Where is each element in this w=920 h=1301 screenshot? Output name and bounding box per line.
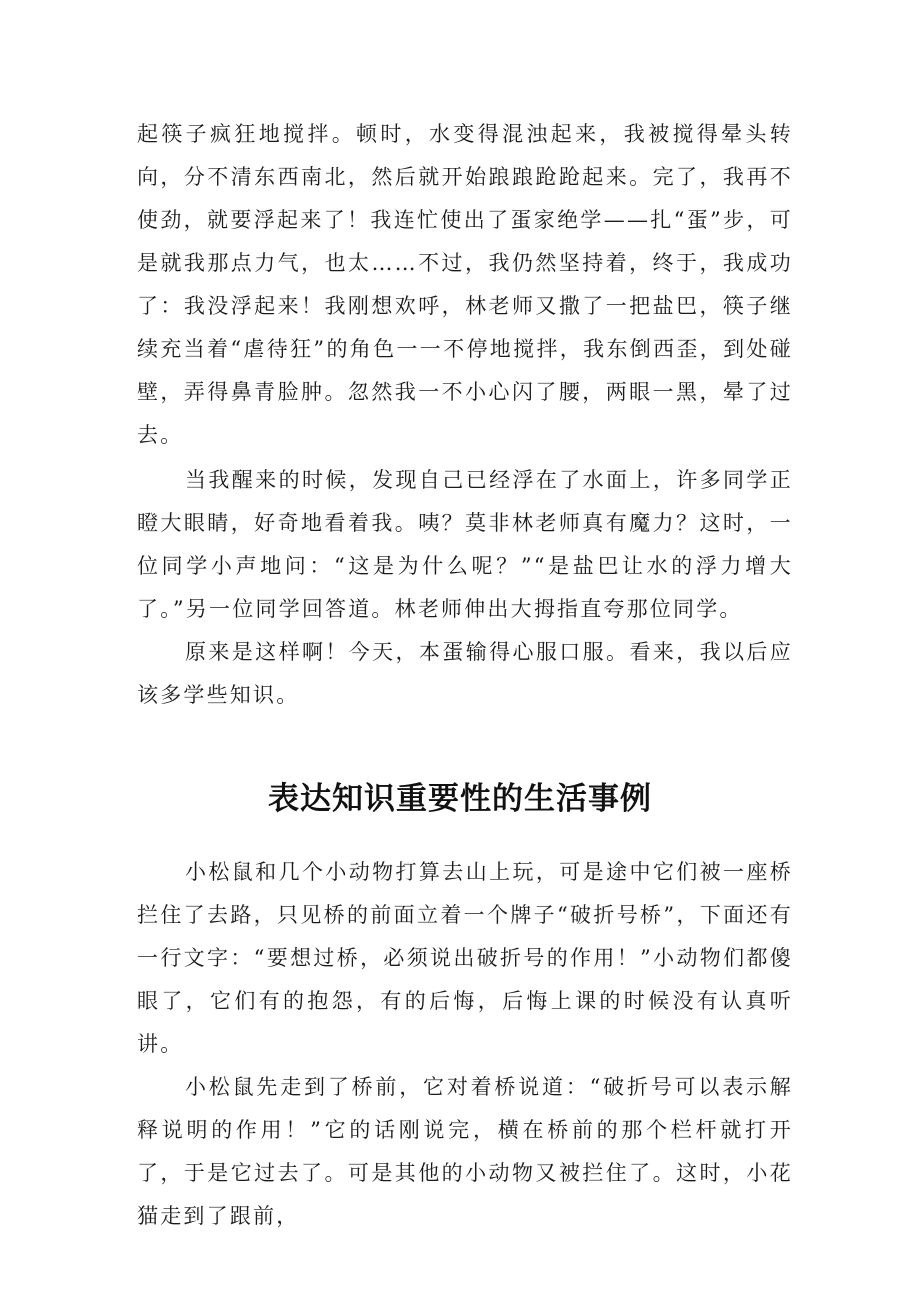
paragraph-waking-up: 当我醒来的时候，发现自己已经浮在了水面上，许多同学正瞪大眼睛，好奇地看着我。咦？莫非林老师真有魔力？这时，一位同学小声地问：“这是为什么呢？”“是盐巴让水的浮力增大了。”另一位同学回答道。林老师伸出大拇指直夸那位同学。 — [137, 468, 793, 621]
paragraph-squirrel-answer: 小松鼠先走到了桥前，它对着桥说道：“破折号可以表示解释说明的作用！”它的话刚说完，横在桥前的那个栏杆就打开了，于是它过去了。可是其他的小动物又被拦住了。这时，小花猫走到了跟前， — [137, 1075, 793, 1228]
paragraph-stirring: 起筷子疯狂地搅拌。顿时，水变得混浊起来，我被搅得晕头转向，分不清东西南北，然后就开始踉踉跄跄起来。完了，我再不使劲，就要浮起来了！我连忙使出了蛋家绝学——扎“蛋”步，可是就我那点力气，也太……不过，我仍然坚持着，终于，我成功了：我没浮起来！我刚想欢呼，林老师又撒了一把盐巴，筷子继续充当着“虐待狂”的角色一一不停地搅拌，我东倒西歪，到处碰壁，弄得鼻青脸肿。忽然我一不小心闪了腰，两眼一黑，晕了过去。 — [137, 122, 793, 447]
section-title: 表达知识重要性的生活事例 — [268, 781, 652, 817]
paragraph-bridge-intro: 小松鼠和几个小动物打算去山上玩，可是途中它们被一座桥拦住了去路，只见桥的前面立着一个牌子“破折号桥”，下面还有一行文字：“要想过桥，必须说出破折号的作用！”小动物们都傻眼了，它们有的抱怨，有的后悔，后悔上课的时候没有认真听讲。 — [137, 860, 793, 1056]
story-continuation — [137, 113, 793, 457]
example-story — [137, 851, 793, 1238]
story-ending — [137, 459, 793, 717]
paragraph-conclusion: 原来是这样啊！今天，本蛋输得心服口服。看来，我以后应该多学些知识。 — [137, 640, 793, 707]
